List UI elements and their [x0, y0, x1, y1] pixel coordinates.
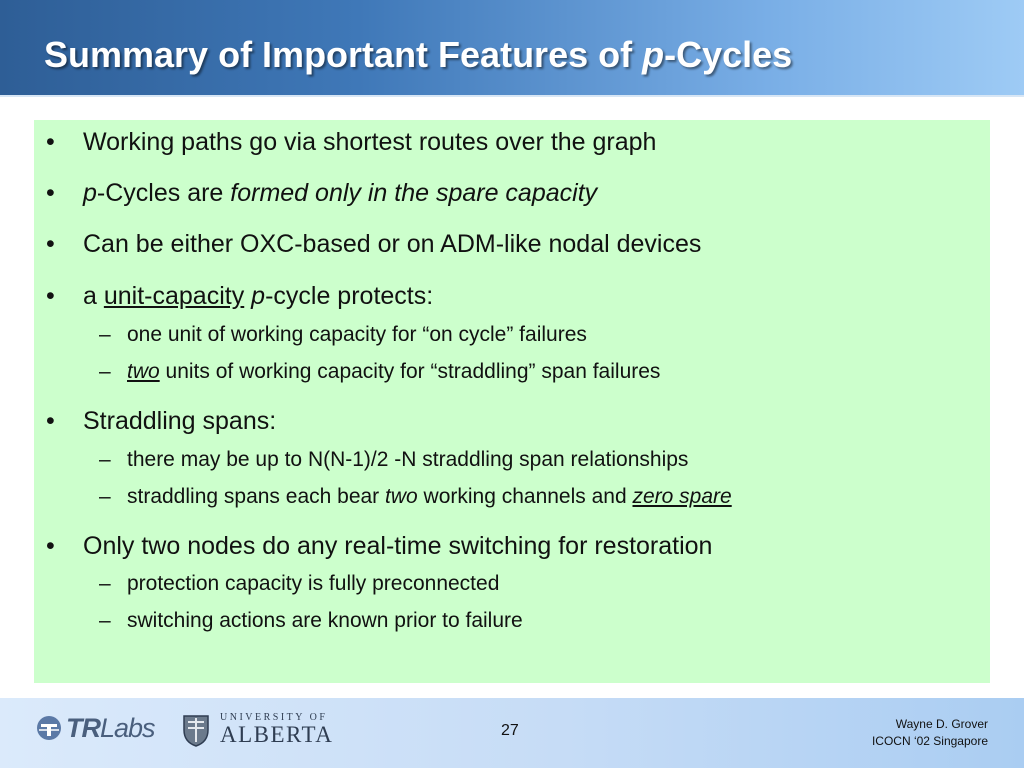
title-separator: [0, 95, 1024, 97]
dash-glyph: –: [99, 360, 111, 383]
subbullet-span-relationships: [99, 448, 689, 472]
subbullet-text: units of working capacity for “straddling” span failures: [159, 360, 661, 383]
bullet-p-cycles-spare: [46, 179, 598, 208]
crest-icon: [180, 712, 212, 748]
bullet-italic-p: p: [251, 282, 266, 310]
bullet-oxc-adm: [46, 230, 702, 259]
subbullet-known-prior: [99, 609, 523, 633]
trlabs-logo: [36, 712, 155, 744]
slide-title: [44, 34, 792, 76]
trlabs-wordmark: [66, 713, 155, 744]
bullet-glyph: •: [46, 230, 55, 258]
subbullet-text: switching actions are known prior to failure: [127, 609, 523, 632]
trlabs-emblem-icon: [36, 715, 62, 741]
bullet-unit-capacity: [46, 282, 434, 311]
subbullet-preconnected: [99, 572, 500, 596]
bullet-glyph: •: [46, 532, 55, 560]
title-part2: -Cycles: [664, 34, 793, 75]
subbullet-on-cycle: [99, 323, 587, 347]
event-name: ICOCN ‘02 Singapore: [871, 734, 988, 748]
bullet-two-nodes-switching: [46, 532, 713, 561]
subbullet-emphasis: two: [127, 360, 160, 383]
author-name: Wayne D. Grover: [895, 717, 988, 731]
subbullet-italic: two: [385, 485, 418, 508]
bullet-suffix: -cycle protects:: [265, 282, 434, 310]
university-of-alberta-logo: [180, 712, 334, 748]
title-italic: p: [642, 34, 665, 75]
bullet-italic-p: p: [83, 179, 97, 207]
subbullet-mid: working channels and: [417, 485, 633, 508]
alberta-label: ALBERTA: [220, 722, 334, 747]
bullet-glyph: •: [46, 128, 55, 156]
bullet-text: -Cycles are: [96, 179, 231, 207]
dash-glyph: –: [99, 323, 111, 346]
dash-glyph: –: [99, 485, 111, 508]
author-block: [872, 716, 988, 750]
dash-glyph: –: [99, 572, 111, 595]
bullet-glyph: •: [46, 179, 55, 207]
subbullet-text: one unit of working capacity for “on cycle” failures: [127, 323, 587, 346]
title-part1: Summary of Important Features of: [44, 34, 643, 75]
university-of-label: UNIVERSITY OF: [220, 712, 328, 723]
subbullet-straddling-failures: [99, 360, 661, 384]
subbullet-text: there may be up to N(N-1)/2 -N straddling span relationships: [127, 448, 689, 471]
bullet-glyph: •: [46, 407, 55, 435]
content-box: [34, 120, 990, 683]
bullet-text: Straddling spans:: [83, 407, 277, 435]
bullet-emphasis: formed only in the spare capacity: [230, 179, 598, 207]
bullet-prefix: a: [83, 282, 104, 310]
bullet-text: Working paths go via shortest routes over the graph: [83, 128, 657, 156]
bullet-glyph: •: [46, 282, 55, 310]
bullet-text: Can be either OXC-based or on ADM-like nodal devices: [83, 230, 702, 258]
page-number: 27: [501, 722, 519, 739]
bullet-text: Only two nodes do any real-time switching for restoration: [83, 532, 713, 560]
subbullet-text: protection capacity is fully preconnected: [127, 572, 500, 595]
dash-glyph: –: [99, 609, 111, 632]
subbullet-two-working-zero-spare: [99, 485, 732, 509]
trlabs-labs: Labs: [100, 712, 155, 743]
trlabs-tr: TR: [66, 712, 100, 743]
bullet-straddling-spans: [46, 407, 277, 436]
university-wordmark: [220, 712, 333, 747]
bullet-working-paths: [46, 128, 657, 157]
subbullet-prefix: straddling spans each bear: [127, 485, 385, 508]
bullet-underline: unit-capacity: [103, 282, 245, 310]
subbullet-emphasis: zero spare: [632, 485, 732, 508]
dash-glyph: –: [99, 448, 111, 471]
